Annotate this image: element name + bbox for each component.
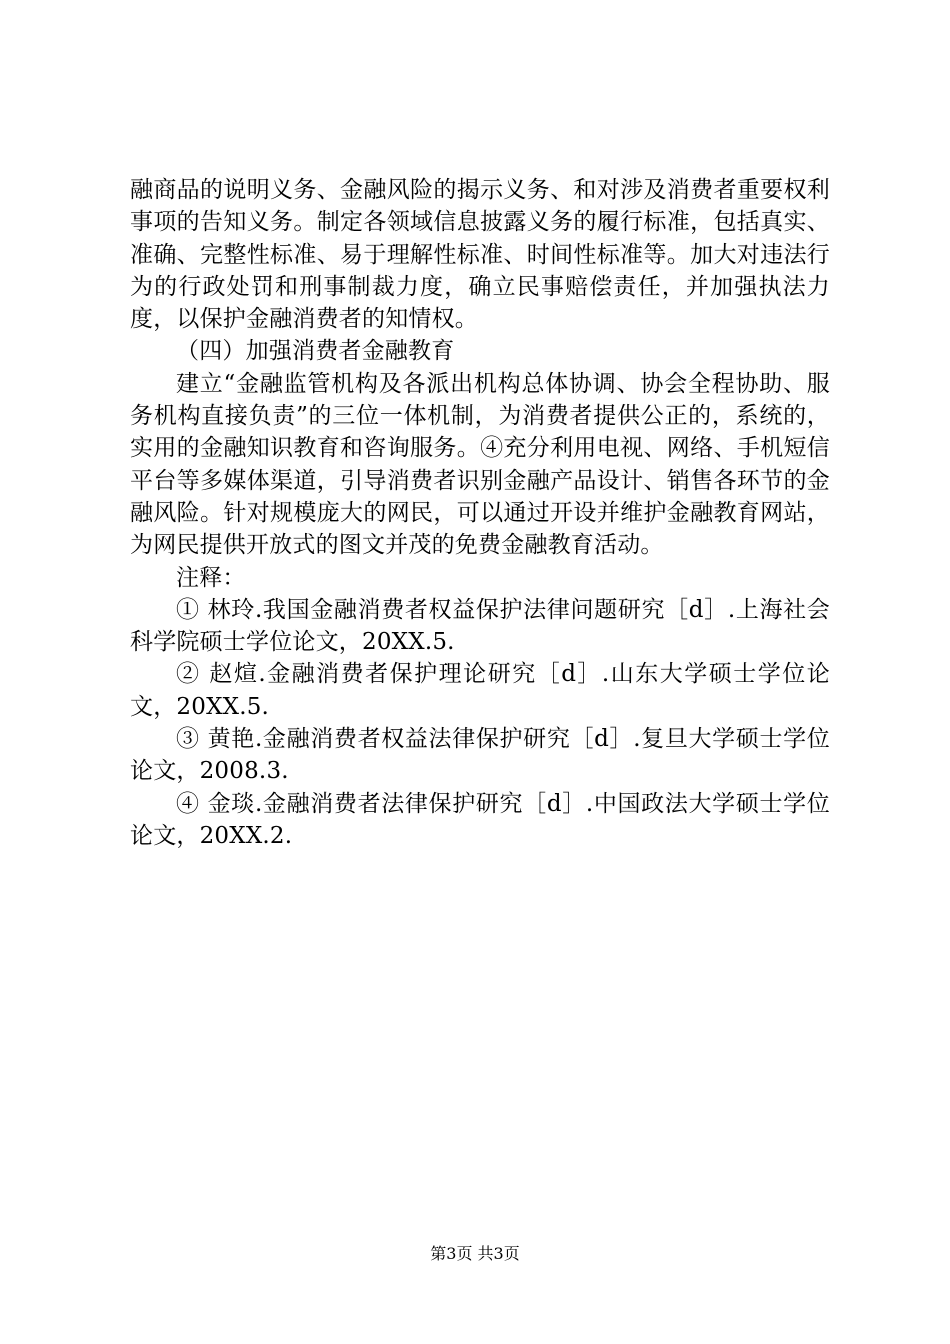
footnote-2: ② 赵煊.金融消费者保护理论研究［d］.山东大学硕士学位论文，20XX.5. (130, 661, 830, 720)
page-number: 第3页 共3页 (430, 1244, 520, 1263)
footnote-3: ③ 黄艳.金融消费者权益法律保护研究［d］.复旦大学硕士学位论文，2008.3. (130, 726, 830, 785)
section-heading-consumer-education: （四）加强消费者金融教育 (176, 338, 455, 365)
notes-heading: 注释： (176, 564, 246, 591)
footnote-4: ④ 金琰.金融消费者法律保护研究［d］.中国政法大学硕士学位论文，20XX.2. (130, 790, 830, 849)
paragraph-education-mechanism: 建立“金融监管机构及各派出机构总体协调、协会全程协助、服务机构直接负责”的三位一体机制，为消费者提供公正的，系统的，实用的金融知识教育和咨询服务。④充分利用电视、网络、手机短信平台等多媒体渠道，引导消费者识别金融产品设计、销售各环节的金融风险。针对规模庞大的网民，可以通过开设并维护金融教育网站，为网民提供开放式的图文并茂的免费金融教育活动。 (130, 370, 830, 559)
paragraph-disclosure-obligations: 融商品的说明义务、金融风险的揭示义务、和对涉及消费者重要权利事项的告知义务。制定各领域信息披露义务的履行标准，包括真实、准确、完整性标准、易于理解性标准、时间性标准等。加大对违法行为的行政处罚和刑事制裁力度，确立民事赔偿责任，并加强执法力度，以保护金融消费者的知情权。 (130, 177, 830, 333)
page-footer (0, 1244, 950, 1264)
document-body (130, 174, 830, 852)
footnote-1: ① 林玲.我国金融消费者权益保护法律问题研究［d］.上海社会科学院硕士学位论文，20XX.5. (130, 596, 830, 656)
